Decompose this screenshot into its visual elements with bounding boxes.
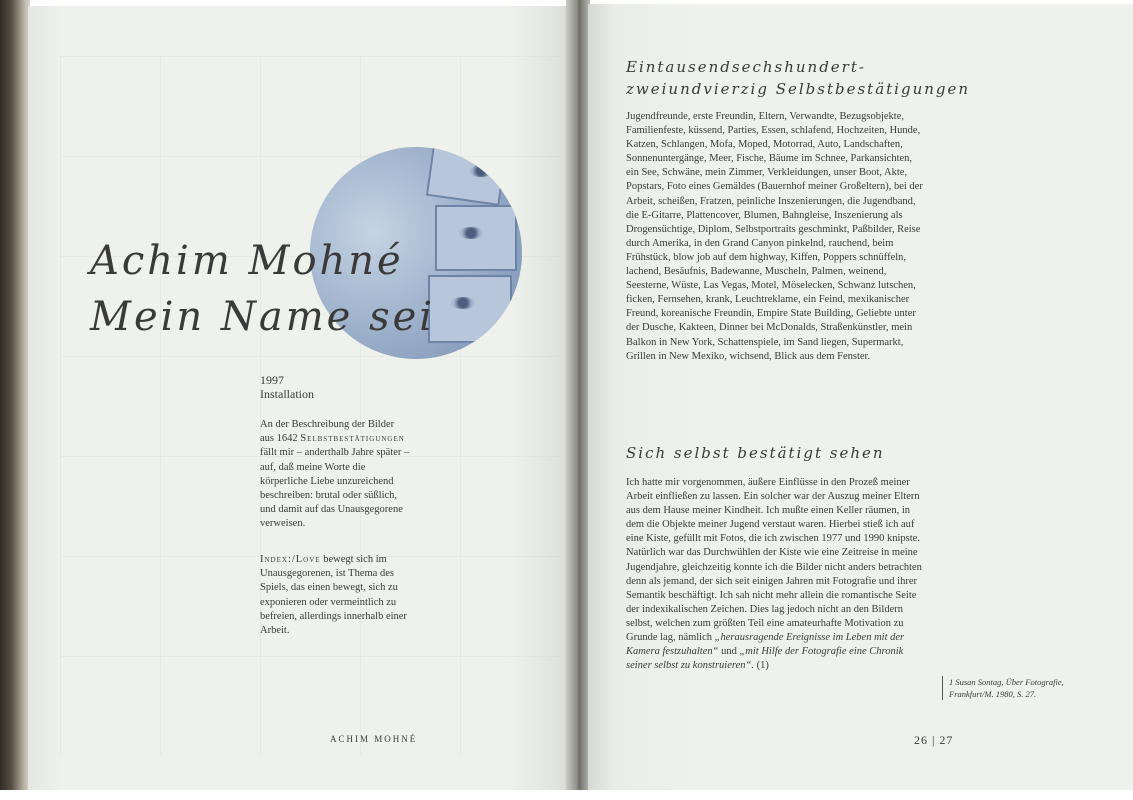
selbstbestaetigungen-list: Jugendfreunde, erste Freundin, Eltern, Verwandte, Bezugsobjekte, Familienfeste, küssend, Parties, Essen, schlafend, Hochzeiten, Hunde, Katzen, Schlangen, Mofa, Moped, Motorrad, Auto, Landschaften, Sonnenuntergänge, Meer, Fische, Bäume im Schnee, Parkansichten, ein See, Schwäne, mein Zimmer, Verkleidungen, unser Boot, Akte, Popstars, Foto eines Gemäldes (Bauernhof meiner Großeltern), bei der Arbeit, scheißen, Fratzen, peinliche Inszenierungen, die Jugendband, die E-Gitarre, Plattencover, Blumen, Bahngleise, Inszenierung als Drogensüchtige, Diplom, Selbstportraits geschminkt, Paßbilder, Reise durch Amerika, in den Grand Canyon pinkelnd, rauchend, beim Frühstück, blow job auf dem highway, Kiffen, Poppers schnüffeln, lachend, Besäufnis, Badewanne, Muscheln, Palmen, weinend, Seesterne, Wüste, Las Vegas, Motel, Möselecken, Schwanz lutschen, ficken, Fernsehen, krank, Leuchtreklame, ein Feind, mexikanischer Freund, koreanische Freundin, Empire State Building, Geliebte unter der Dusche, Kakteen, Dinner bei McDonalds, Straßenkünstler, mein Balkon in New York, Schattenspiele, im Sand liegen, Supermarkt, Grillen in New Mexiko, wichsend, Blick aus dem Fenster. [626, 111, 923, 362]
artwork-meta [260, 373, 314, 401]
essay-paragraph [626, 476, 926, 673]
essay-footnote-ref: (1) [753, 660, 769, 672]
essay-quote-2: „mit Hilfe der Fotografie eine Chronik seiner selbst zu konstruieren“. [626, 646, 904, 672]
photo-strip-frame [426, 147, 508, 206]
essay-and: und [718, 646, 740, 658]
essay-quote-1: „herausragende Ereignisse im Leben mit der Kamera festzuhalten“ [626, 632, 905, 658]
running-footer: ACHIM MOHNÉ [330, 734, 418, 744]
left-paragraph-1 [260, 418, 410, 532]
artwork-year: 1997 [260, 373, 284, 387]
artwork-medium: Installation [260, 387, 314, 401]
page-bottom-margin [0, 790, 1133, 800]
essay-text: Ich hatte mir vorgenommen, äußere Einflüsse in den Prozeß meiner Arbeit einfließen zu lassen. Ein solcher war der Auszug meiner Eltern aus dem Hause meiner Kindheit. Ich mußte einen Keller räumen, in dem die Objekte meiner Jugend verstaut waren. Hierbei stieß ich auf eine Kiste, gefüllt mit Fotos, die ich zwischen 1977 und 1990 knipste. Natürlich war das Durchwühlen der Kiste wie eine Zeitreise in meine Jugendjahre, gleichzeitig konnte ich die Bilder nicht anders betrachten denn als jemand, der sich seit einigen Jahren mit Fotografie und ihrer Semantik beschäftigt. Ich sah nicht mehr allein die romantische Seite der indexikalischen Zeichen. Dies lag jedoch nicht an den Bildern selbst, welchen zum größten Teil eine amateurhafte Motivation zu Grunde lag, nämlich [626, 477, 922, 644]
left-paragraph-1-text-b: fällt mir – anderthalb Jahre später – auf, daß meine Worte die körperliche Liebe unzureichend beschreiben: brutal oder süßlich, und damit auf das Unausgegorene verweisen. [260, 447, 410, 530]
left-paragraph-2-text: bewegt sich im Unausgegorenen, ist Thema des Spiels, das einen bewegt, sich zu exponieren oder vermeintlich zu befreien, allerdings innerhalb einer Arbeit. [260, 554, 407, 637]
left-paragraph-1-smallcaps: Selbstbestätigungen [300, 433, 405, 445]
eye-detail [458, 227, 484, 239]
section-heading-1-line-1: Eintausendsechshundert- [626, 58, 866, 76]
section-heading-1-line-2: zweiundvierzig Selbstbestätigungen [626, 80, 971, 98]
artwork-title-line-1: Achim Mohné [90, 238, 404, 284]
left-paragraph-1-text-a: An der Beschreibung der Bilder aus 1642 [260, 419, 395, 445]
eye-detail [468, 165, 494, 177]
book-spine [0, 0, 30, 790]
page-numbers: 26 | 27 [914, 733, 954, 747]
artwork-title-line-2: Mein Name sei [90, 294, 436, 340]
book-gutter [566, 0, 590, 800]
footnote: 1 Susan Sontag, Über Fotografie, Frankfurt/M. 1980, S. 27. [942, 676, 1099, 700]
left-paragraph-2-smallcaps: Index:/Love [260, 554, 321, 565]
section-heading-2: Sich selbst bestätigt sehen [626, 444, 885, 462]
left-paragraph-2 [260, 553, 410, 638]
photo-strip-frame [428, 275, 512, 343]
eye-detail [450, 297, 476, 309]
